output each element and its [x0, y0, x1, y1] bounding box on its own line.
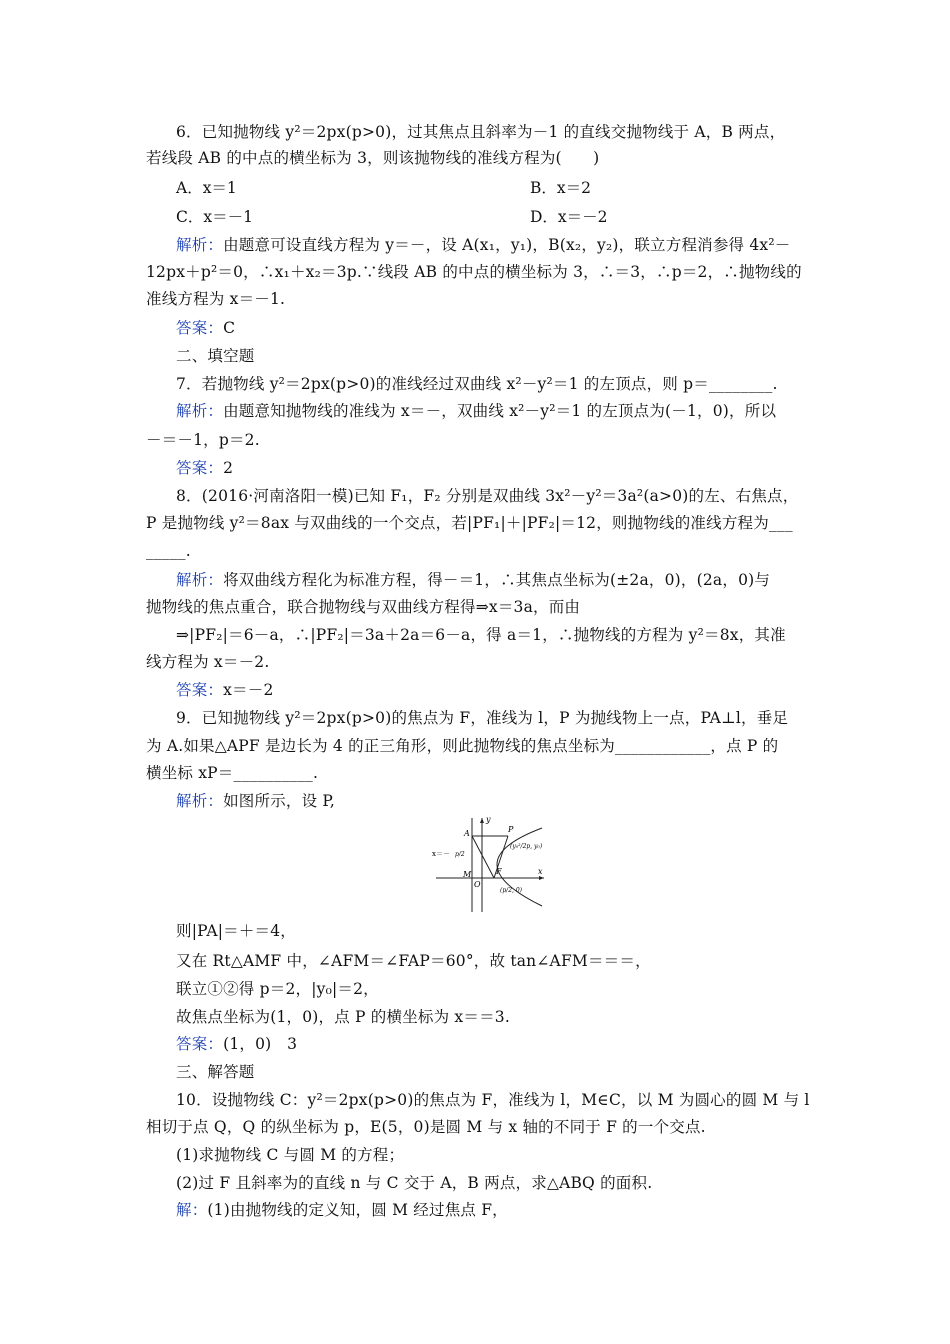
q9-stem-line3: 横坐标 xP＝__________. — [146, 764, 319, 782]
q10-solution-text: (1)由抛物线的定义知，圆 M 经过焦点 F， — [207, 1201, 508, 1219]
q7-analysis-line1 — [176, 401, 816, 421]
q8-analysis-line4: 线方程为 x＝－2. — [146, 653, 270, 671]
q8-analysis-text: 将双曲线方程化为标准方程，得－＝1，∴其焦点坐标为(±2a，0)，(2a，0)与 — [223, 571, 771, 589]
q9-stem-line1: 9．已知抛物线 y²＝2px(p>0)的焦点为 F，准线为 l，P 为抛线物上一点，PA⊥l，垂足 — [176, 709, 789, 727]
parabola-figure — [430, 814, 550, 914]
figure-x-label: x — [538, 867, 543, 876]
q10-part1: (1)求抛物线 C 与圆 M 的方程； — [176, 1146, 405, 1164]
q7-analysis-line2: －＝－1，p＝2. — [146, 431, 260, 449]
figure-label-m: M — [463, 870, 472, 879]
q6-analysis-line2: 12px＋p²＝0，∴x₁＋x₂＝3p.∵线段 AB 的中点的横坐标为 3，∴＝3，∴p＝2，∴抛物线的 — [146, 263, 802, 281]
q8-answer-value: x＝－2 — [223, 681, 274, 699]
figure-label-f: F — [496, 867, 502, 876]
q9-step4: 故焦点坐标为(1，0)，点 P 的横坐标为 x＝＝3. — [176, 1008, 510, 1026]
q7-analysis-text: 由题意知抛物线的准线为 x＝－，双曲线 x²－y²＝1 的左顶点为(－1，0)，所以 — [223, 402, 777, 420]
figure-x-arrow — [539, 876, 544, 880]
figure-label-a: A — [464, 829, 470, 838]
q7-answer-value: 2 — [223, 459, 234, 477]
q9-answer — [176, 1034, 816, 1054]
figure-parabola — [497, 828, 542, 906]
q9-stem-line2: 为 A.如果△APF 是边长为 4 的正三角形，则此抛物线的焦点坐标为____________，点 P 的 — [146, 737, 779, 755]
q9-answer-value: (1，0) 3 — [223, 1035, 298, 1053]
q7-answer — [176, 458, 816, 478]
answer-label: 答案： — [176, 319, 224, 337]
q6-stem-line1: 6．已知抛物线 y²＝2px(p>0)，过其焦点且斜率为－1 的直线交抛物线于 A，B 两点， — [176, 123, 786, 141]
figure-y-arrow — [480, 818, 484, 823]
q6-option-b: B．x＝2 — [530, 179, 591, 197]
q9-analysis-line1 — [176, 791, 816, 811]
figure-label-o: O — [474, 880, 481, 889]
q9-step3: 联立①②得 p＝2，|y₀|＝2， — [176, 980, 379, 998]
answer-label: 答案： — [176, 681, 224, 699]
answer-label: 答案： — [176, 1035, 224, 1053]
q8-analysis-line3: ⇒|PF₂|＝6－a，∴|PF₂|＝3a＋2a＝6－a，得 a＝1，∴抛物线的方程为 y²＝8x，其准 — [176, 626, 786, 644]
q9-step1: 则|PA|＝＋＝4， — [176, 922, 297, 940]
figure-y-label: y — [486, 815, 491, 824]
q6-analysis-text: 由题意可设直线方程为 y＝－，设 A(x₁，y₁)，B(x₂，y₂)，联立方程消参得 4x²－ — [223, 236, 791, 254]
figure-point-p: (y₀²/2p, y₀) — [510, 843, 543, 850]
q9-analysis-text: 如图所示，设 P, — [223, 792, 336, 810]
section-fill-in-heading: 二、填空题 — [176, 347, 255, 365]
q8-stem-line2: P 是抛物线 y²＝8ax 与双曲线的一个交点，若|PF₁|＋|PF₂|＝12，则抛物线的准线方程为___ — [146, 514, 793, 532]
q8-answer — [176, 680, 816, 700]
figure-half-p: p/2 — [455, 851, 465, 858]
q8-stem-line3: _____. — [146, 542, 191, 560]
figure-directrix-label: x＝－ — [432, 850, 450, 858]
q6-option-c: C．x＝－1 — [176, 208, 253, 226]
q10-part2: (2)过 F 且斜率为的直线 n 与 C 交于 A，B 两点，求△ABQ 的面积. — [176, 1174, 653, 1192]
q9-step2: 又在 Rt△AMF 中，∠AFM＝∠FAP＝60°，故 tan∠AFM＝＝＝， — [176, 952, 651, 970]
q6-answer-value: C — [223, 319, 236, 337]
analysis-label: 解析： — [176, 792, 224, 810]
q6-answer — [176, 318, 816, 338]
analysis-label: 解析： — [176, 571, 224, 589]
q6-option-d: D．x＝－2 — [530, 208, 608, 226]
q8-stem-line1: 8．(2016·河南洛阳一模)已知 F₁，F₂ 分别是双曲线 3x²－y²＝3a²(a>0)的左、右焦点， — [176, 487, 799, 505]
q8-analysis-line2: 抛物线的焦点重合，联合抛物线与双曲线方程得⇒x＝3a，而由 — [146, 598, 581, 616]
q7-stem: 7．若抛物线 y²＝2px(p>0)的准线经过双曲线 x²－y²＝1 的左顶点，则 p＝________. — [176, 375, 778, 393]
figure-point-f: (p/2, 0) — [500, 887, 522, 894]
analysis-label: 解析： — [176, 402, 224, 420]
solution-label: 解： — [176, 1201, 208, 1219]
q6-option-a: A．x＝1 — [176, 179, 237, 197]
q10-stem-line2: 相切于点 Q，Q 的纵坐标为 p，E(5，0)是圆 M 与 x 轴的不同于 F 的一个交点. — [146, 1118, 706, 1136]
q6-analysis-line1 — [176, 235, 816, 255]
figure-label-p: P — [508, 825, 514, 834]
q8-analysis-line1 — [176, 570, 816, 590]
q10-stem-line1: 10．设抛物线 C：y²＝2px(p>0)的焦点为 F，准线为 l，M∈C，以 M 为圆心的圆 M 与 l — [176, 1091, 810, 1109]
q6-stem-line2: 若线段 AB 的中点的横坐标为 3，则该抛物线的准线方程为( ) — [146, 149, 600, 167]
analysis-label: 解析： — [176, 236, 224, 254]
q6-analysis-line3: 准线方程为 x＝－1. — [146, 290, 286, 308]
section-solution-heading: 三、解答题 — [176, 1063, 255, 1081]
q10-solution-line1 — [176, 1200, 816, 1220]
answer-label: 答案： — [176, 459, 224, 477]
figure-segment-af — [472, 836, 494, 878]
